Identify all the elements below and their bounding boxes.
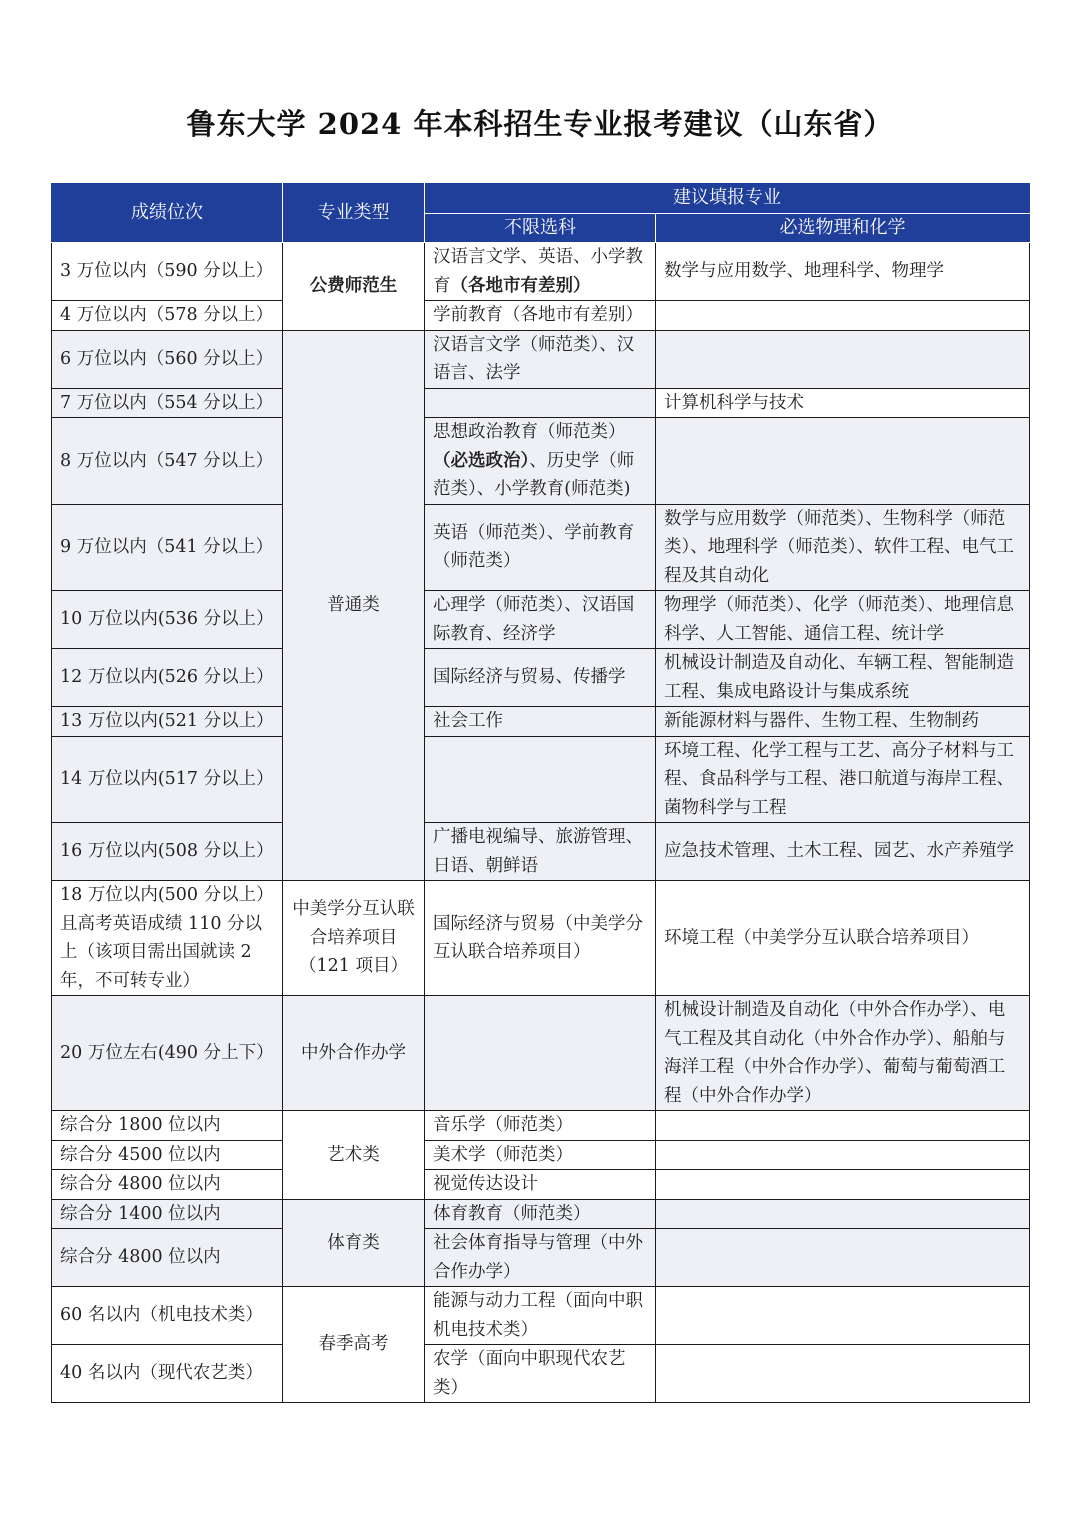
table-row xyxy=(52,736,1030,823)
table-row xyxy=(52,1287,1030,1345)
rank-cell: 9 万位以内（541 分以上） xyxy=(52,504,283,591)
phys-chem-cell: 环境工程、化学工程与工艺、高分子材料与工程、食品科学与工程、港口航道与海岸工程、菌物科学与工程 xyxy=(656,736,1030,823)
unrestricted-cell: 能源与动力工程（面向中职机电技术类） xyxy=(425,1287,656,1345)
unrestricted-cell xyxy=(425,243,656,301)
table-row xyxy=(52,707,1030,737)
phys-chem-cell: 数学与应用数学（师范类）、生物科学（师范类）、地理科学（师范类）、软件工程、电气工程及其自动化 xyxy=(656,504,1030,591)
rank-cell: 7 万位以内（554 分以上） xyxy=(52,388,283,418)
table-row xyxy=(52,591,1030,649)
rank-cell: 14 万位以内(517 分以上） xyxy=(52,736,283,823)
rank-cell: 3 万位以内（590 分以上） xyxy=(52,243,283,301)
unrestricted-cell: 心理学（师范类）、汉语国际教育、经济学 xyxy=(425,591,656,649)
table-row xyxy=(52,996,1030,1111)
unrestricted-cell: 音乐学（师范类） xyxy=(425,1111,656,1141)
phys-chem-cell: 环境工程（中美学分互认联合培养项目） xyxy=(656,881,1030,996)
table-row xyxy=(52,418,1030,505)
rank-cell: 16 万位以内(508 分以上） xyxy=(52,823,283,881)
phys-chem-cell xyxy=(656,1170,1030,1200)
unrestricted-cell: 广播电视编导、旅游管理、日语、朝鲜语 xyxy=(425,823,656,881)
table-row xyxy=(52,1170,1030,1200)
category-cell: 普通类 xyxy=(283,330,425,881)
phys-chem-cell xyxy=(656,1111,1030,1141)
table-row xyxy=(52,1345,1030,1403)
admission-table xyxy=(51,183,1030,1403)
header-unrestricted: 不限选科 xyxy=(425,213,656,243)
unrestricted-cell: 英语（师范类）、学前教育（师范类） xyxy=(425,504,656,591)
rank-cell: 综合分 4800 位以内 xyxy=(52,1229,283,1287)
table-row xyxy=(52,388,1030,418)
table-row xyxy=(52,1140,1030,1170)
rank-cell: 10 万位以内(536 分以上） xyxy=(52,591,283,649)
category-cell: 中外合作办学 xyxy=(283,996,425,1111)
phys-chem-cell: 新能源材料与器件、生物工程、生物制药 xyxy=(656,707,1030,737)
rank-cell: 13 万位以内(521 分以上） xyxy=(52,707,283,737)
table-row xyxy=(52,823,1030,881)
category-cell: 体育类 xyxy=(283,1199,425,1287)
unrestricted-cell: 体育教育（师范类） xyxy=(425,1199,656,1229)
phys-chem-cell: 数学与应用数学、地理科学、物理学 xyxy=(656,243,1030,301)
phys-chem-cell: 机械设计制造及自动化、车辆工程、智能制造工程、集成电路设计与集成系统 xyxy=(656,649,1030,707)
unrestricted-note: （各地市有差别） xyxy=(450,275,591,296)
page-title: 鲁东大学 2024 年本科招生专业报考建议（山东省） xyxy=(186,107,894,141)
rank-cell: 综合分 1800 位以内 xyxy=(52,1111,283,1141)
unrestricted-text: 汉语言文学、英语、小学教育 xyxy=(433,247,643,296)
rank-cell: 40 名以内（现代农艺类） xyxy=(52,1345,283,1403)
rank-cell: 8 万位以内（547 分以上） xyxy=(52,418,283,505)
category-cell: 春季高考 xyxy=(283,1287,425,1403)
unrestricted-cell xyxy=(425,388,656,418)
header-category: 专业类型 xyxy=(283,184,425,243)
category-cell: 中美学分互认联合培养项目（121 项目） xyxy=(283,881,425,996)
table-row xyxy=(52,881,1030,996)
phys-chem-cell: 物理学（师范类）、化学（师范类）、地理信息科学、人工智能、通信工程、统计学 xyxy=(656,591,1030,649)
rank-cell: 综合分 1400 位以内 xyxy=(52,1199,283,1229)
phys-chem-cell xyxy=(656,1199,1030,1229)
table-row xyxy=(52,1199,1030,1229)
rank-cell: 20 万位左右(490 分上下） xyxy=(52,996,283,1111)
unrestricted-cell: 社会体育指导与管理（中外合作办学） xyxy=(425,1229,656,1287)
phys-chem-cell xyxy=(656,330,1030,388)
phys-chem-cell xyxy=(656,418,1030,505)
unrestricted-note: （必选政治） xyxy=(433,450,530,471)
category-cell: 公费师范生 xyxy=(283,243,425,331)
header-rank: 成绩位次 xyxy=(52,184,283,243)
rank-cell: 综合分 4500 位以内 xyxy=(52,1140,283,1170)
rank-cell: 12 万位以内(526 分以上） xyxy=(52,649,283,707)
rank-cell: 18 万位以内(500 分以上）且高考英语成绩 110 分以上（该项目需出国就读 2 年，不可转专业） xyxy=(52,881,283,996)
unrestricted-cell xyxy=(425,996,656,1111)
unrestricted-cell: 国际经济与贸易（中美学分互认联合培养项目） xyxy=(425,881,656,996)
table-row xyxy=(52,649,1030,707)
table-row xyxy=(52,330,1030,388)
phys-chem-cell xyxy=(656,301,1030,331)
table-row xyxy=(52,1229,1030,1287)
phys-chem-cell xyxy=(656,1345,1030,1403)
category-cell: 艺术类 xyxy=(283,1111,425,1200)
phys-chem-cell xyxy=(656,1140,1030,1170)
header-suggested: 建议填报专业 xyxy=(425,184,1030,214)
table-row xyxy=(52,243,1030,301)
unrestricted-cell: 美术学（师范类） xyxy=(425,1140,656,1170)
phys-chem-cell: 应急技术管理、土木工程、园艺、水产养殖学 xyxy=(656,823,1030,881)
unrestricted-cell: 国际经济与贸易、传播学 xyxy=(425,649,656,707)
phys-chem-cell: 机械设计制造及自动化（中外合作办学）、电气工程及其自动化（中外合作办学）、船舶与海洋工程（中外合作办学）、葡萄与葡萄酒工程（中外合作办学） xyxy=(656,996,1030,1111)
unrestricted-cell: 社会工作 xyxy=(425,707,656,737)
table-row xyxy=(52,504,1030,591)
unrestricted-cell: 视觉传达设计 xyxy=(425,1170,656,1200)
unrestricted-cell: 汉语言文学（师范类）、汉语言、法学 xyxy=(425,330,656,388)
unrestricted-cell xyxy=(425,736,656,823)
table-row xyxy=(52,301,1030,331)
header-phys-chem: 必选物理和化学 xyxy=(656,213,1030,243)
unrestricted-text: 思想政治教育（师范类） xyxy=(433,422,626,442)
rank-cell: 6 万位以内（560 分以上） xyxy=(52,330,283,388)
rank-cell: 综合分 4800 位以内 xyxy=(52,1170,283,1200)
unrestricted-text: 、历史学（师范类）、小学教育(师范类) xyxy=(433,450,635,499)
unrestricted-cell: 农学（面向中职现代农艺类） xyxy=(425,1345,656,1403)
unrestricted-cell: 学前教育（各地市有差别） xyxy=(425,301,656,331)
table-row xyxy=(52,1111,1030,1141)
unrestricted-cell xyxy=(425,418,656,505)
rank-cell: 60 名以内（机电技术类） xyxy=(52,1287,283,1345)
phys-chem-cell: 计算机科学与技术 xyxy=(656,388,1030,418)
rank-cell: 4 万位以内（578 分以上） xyxy=(52,301,283,331)
phys-chem-cell xyxy=(656,1287,1030,1345)
phys-chem-cell xyxy=(656,1229,1030,1287)
